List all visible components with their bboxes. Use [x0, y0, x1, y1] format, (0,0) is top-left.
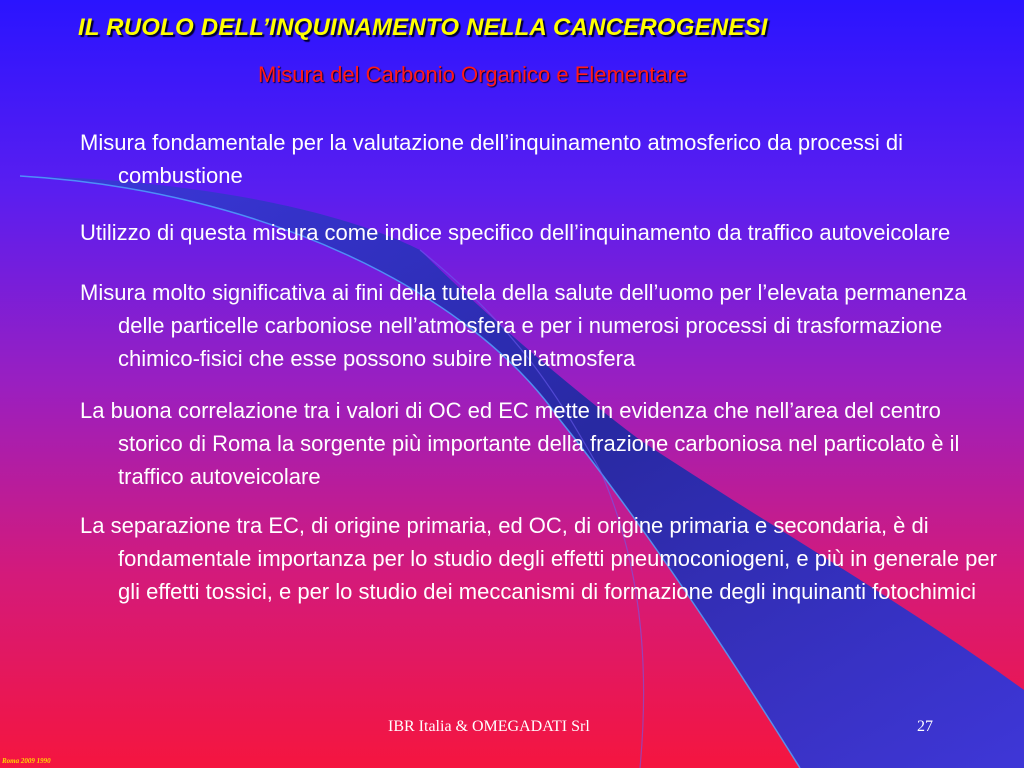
bullet-item: La buona correlazione tra i valori di OC ed EC mette in evidenza che nell’area del centro storico di Roma la sorgente più importante della frazione carboniosa nel particolato è il traffico autoveicolare — [80, 398, 960, 489]
slide-subtitle: Misura del Carbonio Organico e Elementare — [258, 62, 688, 87]
bullet-item: Misura fondamentale per la valutazione dell’inquinamento atmosferico da processi di combustione — [80, 130, 904, 188]
bullet-item: Misura molto significativa ai fini della tutela della salute dell’uomo per l’elevata permanenza delle particelle carboniose nell’atmosfera e per i numerosi processi di trasformazione chimico-fisici che esse possono subire nell’atmosfera — [80, 280, 967, 371]
bullet-item: Utilizzo di questa misura come indice specifico dell’inquinamento da traffico autoveicolare — [80, 220, 951, 245]
slide-title: IL RUOLO DELL’INQUINAMENTO NELLA CANCEROGENESI — [78, 14, 768, 41]
bullet-item: La separazione tra EC, di origine primaria, ed OC, di origine primaria e secondaria, è di fondamentale importanza per lo studio degli effetti pneumoconiogeni, e più in generale per gli effetti tossici, e per lo studio dei meccanismi di formazione degli inquinanti fotochimici — [80, 513, 997, 604]
bullet-list — [80, 126, 1010, 632]
page-number: 27 — [917, 718, 933, 735]
corner-note: Roma 2009 1990 — [2, 757, 51, 765]
footer-text: IBR Italia & OMEGADATI Srl — [388, 718, 590, 735]
